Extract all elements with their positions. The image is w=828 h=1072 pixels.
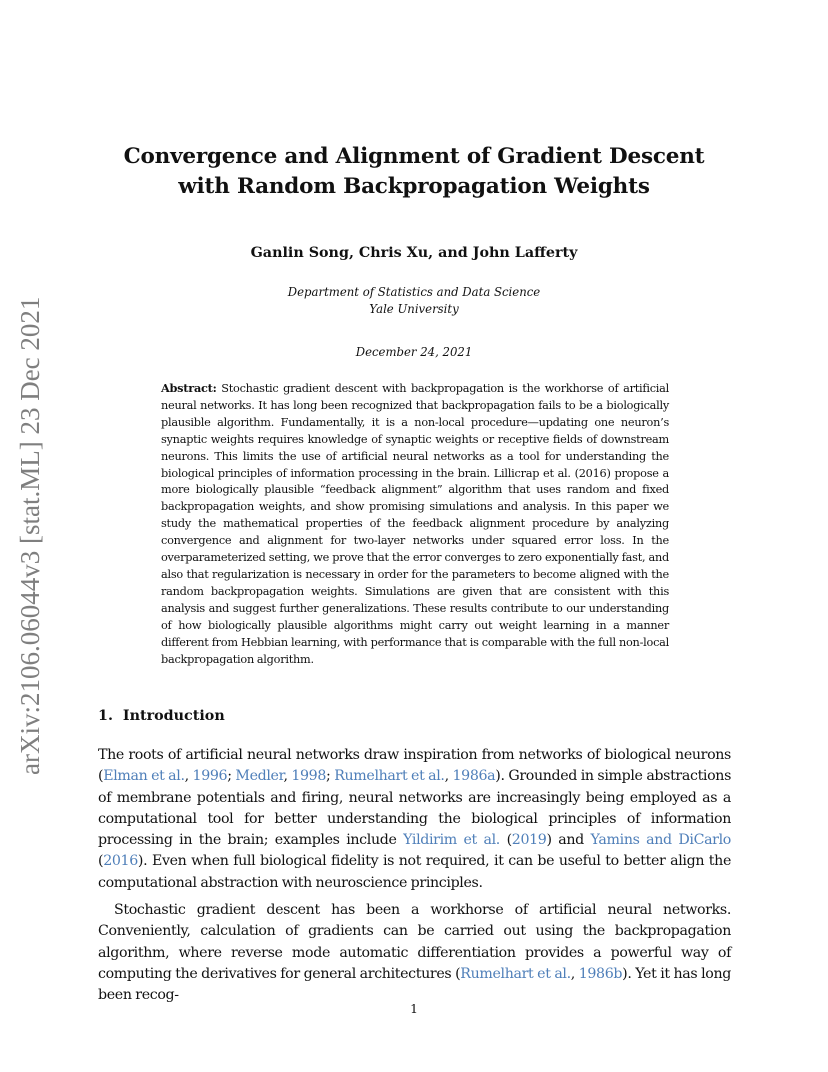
paragraph-text: , bbox=[184, 768, 193, 785]
citation-link[interactable]: Yamins and DiCarlo bbox=[590, 832, 731, 849]
citation-year-link[interactable]: 2016 bbox=[103, 853, 138, 870]
paragraph-text: ). Yet it has long been recog- bbox=[98, 965, 731, 1004]
paragraph-text: , bbox=[283, 768, 292, 785]
citation-year-link[interactable]: 1998 bbox=[291, 768, 327, 785]
section-title: Introduction bbox=[122, 708, 225, 724]
intro-paragraph-1 bbox=[98, 745, 731, 894]
affiliation bbox=[110, 284, 718, 318]
paragraph-text: ( bbox=[499, 832, 512, 849]
citation-year-link[interactable]: 1986a bbox=[452, 768, 496, 785]
abstract bbox=[161, 380, 669, 668]
citation-year-link[interactable]: 1986b bbox=[578, 965, 623, 982]
title-line-1: Convergence and Alignment of Gradient Descent bbox=[123, 144, 705, 169]
abstract-text: Stochastic gradient descent with backpropagation is the workhorse of artificial neural networks. It has long been recognized that backpropagation fails to be a biologically plausible algorithm. Fundamentally, it is a non-local procedure—updating one neuron’s synaptic weights requires knowledge of synaptic weights or receptive fields of downstream neurons. This limits the use of artificial neural networks as a tool for understanding the biological principles of information processing in the brain. Lillicrap et al. (2016) propose a more biologically plausible “feedback alignment” algorithm that uses random and fixed backpropagation weights, and show promising simulations and analysis. In this paper we study the mathematical properties of the feedback alignment procedure by analyzing convergence and alignment for two-layer networks under squared error loss. In the overparameterized setting, we prove that the error converges to zero exponentially fast, and also that regularization is necessary in order for the parameters to become aligned with the random backpropagation weights. Simulations are given that are consistent with this analysis and suggest further generalizations. These results contribute to our understanding of how biologically plausible algorithms might carry out weight learning in a manner different from Hebbian learning, with performance that is comparable with the full non-local backpropagation algorithm. bbox=[161, 382, 669, 666]
affiliation-university: Yale University bbox=[369, 302, 459, 316]
citation-year-link[interactable]: 1996 bbox=[192, 768, 228, 785]
paragraph-text: , bbox=[444, 768, 453, 785]
citation-link[interactable]: Elman et al. bbox=[103, 768, 185, 785]
paragraph-text: ( bbox=[98, 853, 104, 870]
section-number: 1. bbox=[98, 708, 113, 724]
title-line-2: with Random Backpropagation Weights bbox=[178, 174, 650, 199]
citation-link[interactable]: Rumelhart et al. bbox=[460, 965, 571, 982]
abstract-label: Abstract: bbox=[161, 381, 217, 395]
intro-paragraph-2 bbox=[98, 900, 731, 1006]
citation-link[interactable]: Yildirim et al. bbox=[403, 832, 500, 849]
paper-title bbox=[110, 142, 718, 202]
page-number: 1 bbox=[410, 1002, 418, 1016]
paragraph-text: ). Grounded in simple abstractions of membrane potentials and firing, neural networks are increasingly being employed as a computational tool for better understanding the biological principles of information processing in the brain; examples include bbox=[98, 768, 732, 849]
section-heading-introduction bbox=[98, 706, 225, 726]
paragraph-text: ). Even when full biological fidelity is not required, it can be useful to better align the computational abstraction with neuroscience principles. bbox=[98, 853, 731, 891]
citation-link[interactable]: Medler bbox=[235, 768, 284, 785]
paper-date: December 24, 2021 bbox=[355, 345, 473, 359]
paragraph-text: ; bbox=[326, 768, 335, 785]
paragraph-text: The roots of artificial neural networks draw inspiration from networks of biological neurons ( bbox=[98, 747, 731, 785]
paragraph-text: Stochastic gradient descent has been a workhorse of artificial neural networks. Conveniently, calculation of gradients can be carried out using the backpropagation algorithm, where reverse mode automatic differentiation provides a powerful way of computing the derivatives for general architectures ( bbox=[98, 902, 731, 982]
citation-year-link[interactable]: 2019 bbox=[511, 832, 547, 849]
affiliation-department: Department of Statistics and Data Science bbox=[287, 285, 541, 299]
author-list: Ganlin Song, Chris Xu, and John Lafferty bbox=[250, 245, 578, 261]
paragraph-text: ; bbox=[227, 768, 236, 785]
arxiv-identifier-stamp: arXiv:2106.06044v3 [stat.ML] 23 Dec 2021 bbox=[15, 296, 45, 775]
paragraph-text: , bbox=[570, 965, 579, 982]
citation-link[interactable]: Rumelhart et al. bbox=[334, 768, 445, 785]
paragraph-text: ) and bbox=[546, 832, 591, 849]
